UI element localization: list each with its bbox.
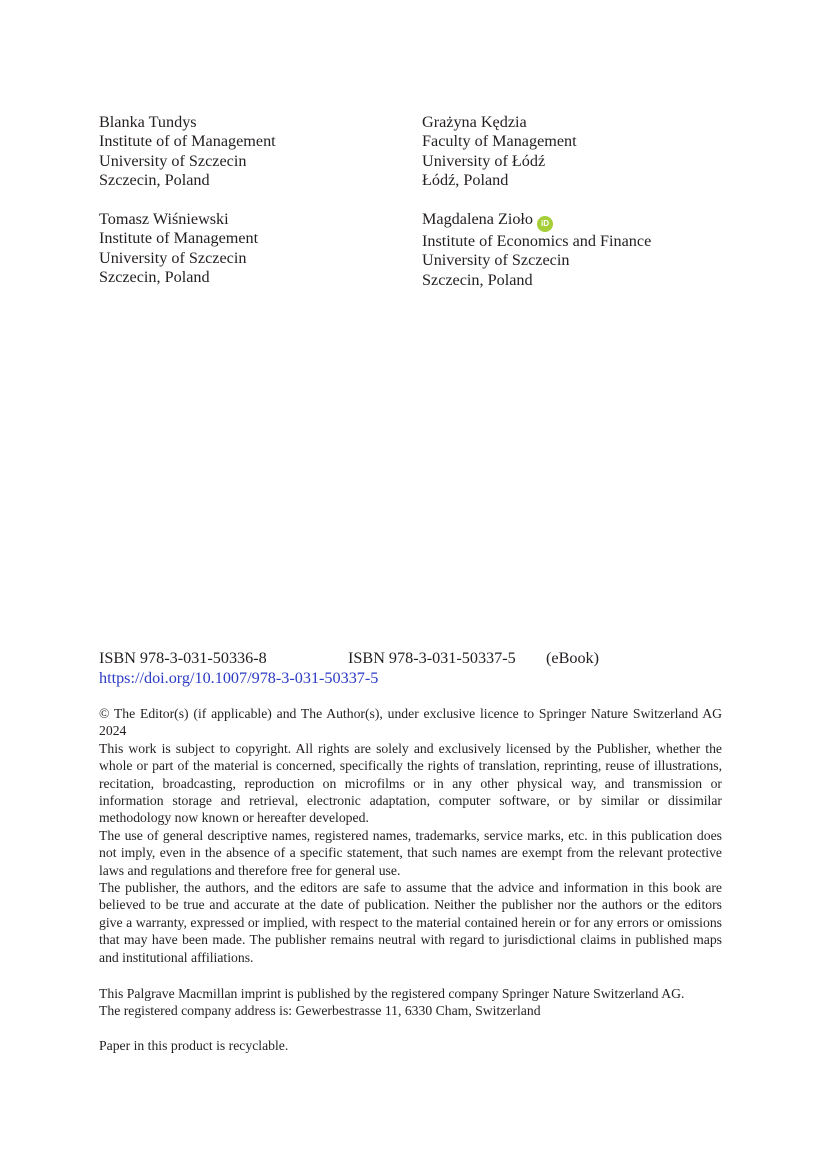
author-institute: Faculty of Management (422, 132, 577, 151)
author-block-tundys (99, 113, 276, 191)
author-name: Blanka Tundys (99, 113, 197, 131)
author-name: Tomasz Wiśniewski (99, 210, 229, 228)
rights-paragraph: This work is subject to copyright. All rights are solely and exclusively licensed by the Publisher, whether the whole or part of the material is concerned, specifically the rights of translation, reprinting, reuse of illustrations, recitation, broadcasting, reproduction on microfilms or in any other physical way, and transmission or information storage and retrieval, electronic adaptation, computer software, or by similar or dissimilar methodology now known or hereafter developed. (99, 740, 722, 826)
author-name-row (422, 210, 651, 232)
recycle-note (99, 1037, 722, 1054)
author-institute: Institute of of Management (99, 132, 276, 151)
disclaimer-paragraph: The publisher, the authors, and the editors are safe to assume that the advice and information in this book are believed to be true and accurate at the date of publication. Neither the publisher nor the authors or the editors give a warranty, expressed or implied, with respect to the material contained herein or for any errors or omissions that may have been made. The publisher remains neutral with regard to jurisdictional claims in published maps and institutional affiliations. (99, 880, 722, 965)
imprint-line-1: This Palgrave Macmillan imprint is published by the registered company Springer Nature Switzerland AG. (99, 986, 685, 1001)
recycle-text: Paper in this product is recyclable. (99, 1038, 289, 1053)
isbn-ebook: ISBN 978-3-031-50337-5 (348, 649, 516, 667)
legal-notice (99, 705, 722, 966)
author-city: Szczecin, Poland (422, 270, 533, 289)
copyright-line: © The Editor(s) (if applicable) and The Author(s), under exclusive licence to Springer Nature Switzerland AG 2024 (99, 706, 722, 739)
author-block-ziolo (422, 210, 651, 290)
author-city: Szczecin, Poland (99, 268, 210, 287)
author-name: Magdalena Zioło (422, 210, 534, 228)
author-institute: Institute of Economics and Finance (422, 232, 652, 250)
author-university: University of Szczecin (99, 151, 247, 170)
isbn-row (99, 648, 599, 668)
names-paragraph: The use of general descriptive names, registered names, trademarks, service marks, etc. in this publication does not imply, even in the absence of a specific statement, that such names are exempt from the relevant protective laws and regulations and therefore free for general use. (99, 827, 722, 878)
author-university: University of Szczecin (99, 248, 247, 267)
author-block-kedzia (422, 113, 577, 191)
isbn-block (99, 648, 599, 688)
author-city: Łódź, Poland (422, 171, 509, 190)
isbn-ebook-label: (eBook) (546, 649, 600, 667)
author-institute: Institute of Management (99, 229, 259, 248)
doi-link[interactable]: https://doi.org/10.1007/978-3-031-50337-5 (99, 669, 379, 687)
author-university: University of Szczecin (422, 251, 570, 270)
orcid-icon[interactable]: iD (537, 216, 553, 232)
author-university: University of Łódź (422, 151, 546, 170)
author-name: Grażyna Kędzia (422, 113, 527, 131)
author-block-wisniewski (99, 210, 258, 288)
imprint-line-2: The registered company address is: Gewerbestrasse 11, 6330 Cham, Switzerland (99, 1003, 541, 1019)
isbn-print: ISBN 978-3-031-50336-8 (99, 649, 267, 667)
imprint-notice (99, 985, 722, 1020)
author-city: Szczecin, Poland (99, 171, 210, 190)
